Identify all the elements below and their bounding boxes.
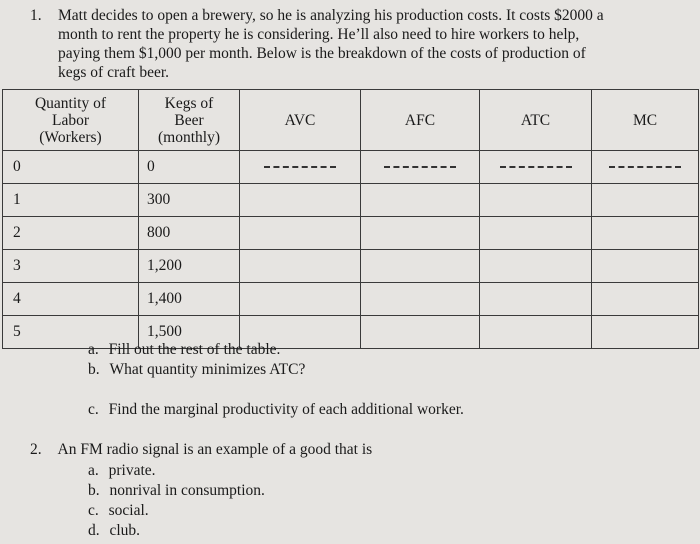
option-letter: a. <box>88 462 99 479</box>
header-mc: MC <box>592 90 699 151</box>
avc-cell[interactable] <box>240 250 361 283</box>
avc-cell[interactable] <box>240 283 361 316</box>
subpart-letter: c. <box>88 401 99 418</box>
subpart-text: Fill out the rest of the table. <box>108 341 281 358</box>
blank-dashes <box>384 166 456 168</box>
option-letter: c. <box>88 502 99 519</box>
blank-dashes <box>264 166 336 168</box>
afc-cell[interactable] <box>361 151 480 184</box>
avc-cell[interactable] <box>240 184 361 217</box>
subpart-a <box>88 341 280 359</box>
cost-table <box>2 89 699 349</box>
option-text: private. <box>108 462 156 479</box>
subpart-text: What quantity minimizes ATC? <box>109 361 306 378</box>
option-a <box>88 462 156 480</box>
header-quantity-line: (Workers) <box>39 128 102 146</box>
kegs-cell: 300 <box>139 184 240 217</box>
subpart-letter: b. <box>88 361 100 378</box>
header-kegs-line: Kegs of <box>164 94 214 112</box>
table-row <box>3 283 699 316</box>
workers-cell: 3 <box>3 250 139 283</box>
header-kegs-line: Beer <box>174 111 204 129</box>
subpart-c <box>88 401 464 419</box>
afc-cell[interactable] <box>361 217 480 250</box>
table-row <box>3 151 699 184</box>
afc-cell[interactable] <box>361 316 480 349</box>
option-d <box>88 522 140 540</box>
kegs-cell: 800 <box>139 217 240 250</box>
question-1-line: paying them $1,000 per month. Below is the breakdown of the costs of production of <box>58 45 586 62</box>
subpart-text: Find the marginal productivity of each additional worker. <box>108 401 464 418</box>
blank-dashes <box>500 166 572 168</box>
header-quantity-line: Labor <box>51 111 89 129</box>
kegs-cell: 1,500 <box>139 316 240 349</box>
subpart-b <box>88 361 305 379</box>
blank-dashes <box>609 166 681 168</box>
atc-cell[interactable] <box>480 217 592 250</box>
option-letter: d. <box>88 522 100 539</box>
option-text: nonrival in consumption. <box>109 482 265 499</box>
table-row <box>3 250 699 283</box>
question-1-line: month to rent the property he is considering. He’ll also need to hire workers to help, <box>58 26 580 43</box>
question-1-number: 1. <box>30 7 42 24</box>
workers-cell: 4 <box>3 283 139 316</box>
option-text: social. <box>108 502 149 519</box>
question-1-line: Matt decides to open a brewery, so he is analyzing his production costs. It costs $2000 a <box>58 7 604 24</box>
header-afc: AFC <box>361 90 480 151</box>
afc-cell[interactable] <box>361 283 480 316</box>
workers-cell: 1 <box>3 184 139 217</box>
subpart-letter: a. <box>88 341 99 358</box>
table-row <box>3 217 699 250</box>
table-row <box>3 184 699 217</box>
header-atc: ATC <box>480 90 592 151</box>
afc-cell[interactable] <box>361 250 480 283</box>
question-1-line: kegs of craft beer. <box>58 64 170 81</box>
kegs-cell: 1,200 <box>139 250 240 283</box>
header-quantity <box>3 90 139 151</box>
mc-cell[interactable] <box>592 184 699 217</box>
header-kegs-line: (monthly) <box>158 128 220 146</box>
mc-cell[interactable] <box>592 316 699 349</box>
header-quantity-line: Quantity of <box>34 94 107 112</box>
question-2 <box>30 441 372 459</box>
header-kegs <box>139 90 240 151</box>
kegs-cell: 0 <box>139 151 240 184</box>
kegs-cell: 1,400 <box>139 283 240 316</box>
option-b <box>88 482 265 500</box>
option-letter: b. <box>88 482 100 499</box>
avc-cell[interactable] <box>240 217 361 250</box>
atc-cell[interactable] <box>480 250 592 283</box>
mc-cell[interactable] <box>592 151 699 184</box>
workers-cell: 0 <box>3 151 139 184</box>
mc-cell[interactable] <box>592 217 699 250</box>
option-text: club. <box>109 522 141 539</box>
mc-cell[interactable] <box>592 250 699 283</box>
workers-cell: 2 <box>3 217 139 250</box>
table-header-row <box>3 90 699 151</box>
question-2-number: 2. <box>30 441 42 458</box>
question-2-text: An FM radio signal is an example of a good that is <box>57 441 373 458</box>
atc-cell[interactable] <box>480 184 592 217</box>
mc-cell[interactable] <box>592 283 699 316</box>
atc-cell[interactable] <box>480 283 592 316</box>
atc-cell[interactable] <box>480 316 592 349</box>
atc-cell[interactable] <box>480 151 592 184</box>
avc-cell[interactable] <box>240 151 361 184</box>
workers-cell: 5 <box>3 316 139 349</box>
option-c <box>88 502 149 520</box>
header-avc: AVC <box>240 90 361 151</box>
afc-cell[interactable] <box>361 184 480 217</box>
